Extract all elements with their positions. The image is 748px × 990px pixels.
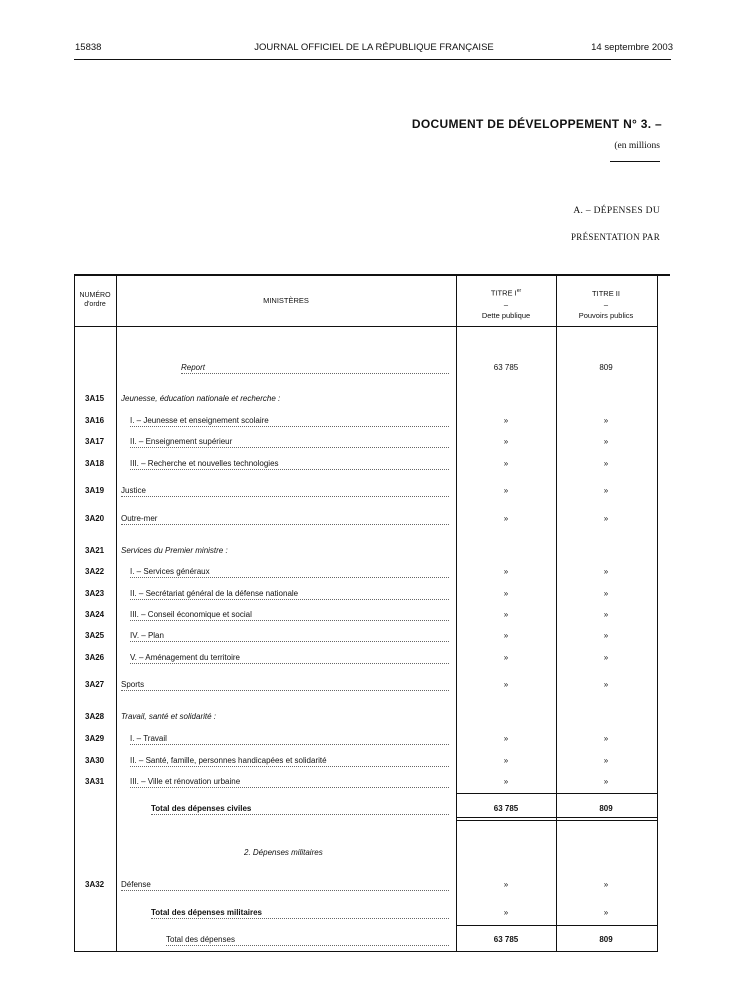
titre2-value: » (603, 416, 609, 425)
titre2-value: » (603, 486, 609, 495)
row-number: 3A25 (85, 631, 105, 640)
dot-leader (151, 814, 449, 815)
titre2-value: » (603, 908, 609, 917)
table-row (74, 680, 658, 694)
titre1-value: 63 785 (493, 804, 519, 813)
table-row (74, 804, 658, 818)
unit-rule (610, 161, 660, 162)
dot-leader (130, 641, 449, 642)
row-label: III. – Ville et rénovation urbaine (130, 777, 241, 786)
col-header-titre2-dash: – (603, 300, 609, 309)
titre1-value: 63 785 (493, 363, 519, 372)
titre1-value: » (503, 653, 509, 662)
col-header-titre1-label: TITRE I (490, 288, 517, 298)
header-rule (74, 59, 671, 60)
table-row (74, 610, 658, 624)
row-number: 3A27 (85, 680, 105, 689)
titre1-value: » (503, 734, 509, 743)
titre1-value: » (503, 567, 509, 576)
table-row (74, 653, 658, 667)
row-label: Total des dépenses (166, 935, 235, 944)
table-row (74, 880, 658, 894)
titre1-value: » (503, 756, 509, 765)
table-row (74, 394, 658, 408)
table-top-rule (74, 274, 670, 276)
col-header-titre2-sub: Pouvoirs publics (578, 311, 634, 320)
header-bottom-rule (74, 326, 658, 327)
dot-leader (130, 469, 449, 470)
dot-leader (121, 890, 449, 891)
titre1-value: » (503, 486, 509, 495)
subtotal-rule-1 (456, 793, 658, 794)
col-header-titre1-sub: Dette publique (481, 310, 531, 320)
unit-note: (en millions (614, 141, 660, 151)
row-label: III. – Recherche et nouvelles technologies (130, 459, 279, 468)
row-label: Outre-mer (121, 514, 158, 523)
dot-leader (130, 426, 449, 427)
row-label: I. – Services généraux (130, 567, 210, 576)
row-label: II. – Secrétariat général de la défense nationale (130, 589, 299, 598)
titre2-value: 809 (599, 363, 613, 372)
titre1-value: » (503, 908, 509, 917)
row-number: 3A15 (85, 394, 105, 403)
table-row (74, 416, 658, 430)
row-label: III. – Conseil économique et social (130, 610, 252, 619)
titre2-value: » (603, 734, 609, 743)
row-label: II. – Santé, famille, personnes handicapées et solidarité (130, 756, 327, 765)
table-row (74, 712, 658, 726)
row-number: 3A16 (85, 416, 105, 425)
table-row (74, 756, 658, 770)
row-label: Jeunesse, éducation nationale et recherche : (121, 394, 281, 403)
row-number: 3A18 (85, 459, 105, 468)
total-rule (456, 925, 658, 926)
row-number: 3A17 (85, 437, 105, 446)
page-number: 15838 (75, 42, 102, 53)
titre2-value: 809 (599, 804, 613, 813)
row-label: V. – Aménagement du territoire (130, 653, 240, 662)
row-number: 3A22 (85, 567, 105, 576)
dot-leader (130, 620, 449, 621)
titre2-value: » (603, 514, 609, 523)
titre2-value: » (603, 610, 609, 619)
titre2-value: » (603, 777, 609, 786)
titre2-value: » (603, 459, 609, 468)
publication-date: 14 septembre 2003 (591, 42, 673, 53)
row-label: 2. Dépenses militaires (244, 848, 323, 857)
table-row (74, 486, 658, 500)
table-row (74, 514, 658, 528)
subtotal-rule-3 (456, 820, 658, 821)
row-label: Total des dépenses militaires (151, 908, 263, 917)
titre2-value: » (603, 567, 609, 576)
row-number: 3A31 (85, 777, 105, 786)
titre2-value: » (603, 653, 609, 662)
row-number: 3A30 (85, 756, 105, 765)
col-header-ministeres: MINISTÈRES (263, 296, 309, 305)
titre1-value: 63 785 (493, 935, 519, 944)
titre2-value: » (603, 437, 609, 446)
row-label: Justice (121, 486, 146, 495)
row-number: 3A26 (85, 653, 105, 662)
table-row (74, 567, 658, 581)
dot-leader (130, 577, 449, 578)
titre2-value: » (603, 589, 609, 598)
titre2-value: 809 (599, 935, 613, 944)
row-number: 3A21 (85, 546, 105, 555)
row-number: 3A28 (85, 712, 105, 721)
row-label: Report (181, 363, 206, 372)
titre1-value: » (503, 459, 509, 468)
table-row (74, 848, 658, 862)
row-label: IV. – Plan (130, 631, 164, 640)
row-label: Sports (121, 680, 145, 689)
table-row (74, 363, 658, 377)
dot-leader (181, 373, 449, 374)
dot-leader (130, 663, 449, 664)
section-title: A. – DÉPENSES DU (573, 206, 660, 216)
row-number: 3A19 (85, 486, 105, 495)
dot-leader (121, 524, 449, 525)
titre1-value: » (503, 631, 509, 640)
row-number: 3A20 (85, 514, 105, 523)
titre2-value: » (603, 680, 609, 689)
dot-leader (130, 744, 449, 745)
dot-leader (166, 945, 449, 946)
titre1-value: » (503, 680, 509, 689)
row-label: I. – Travail (130, 734, 167, 743)
dot-leader (151, 918, 449, 919)
table-row (74, 589, 658, 603)
table-bottom-rule (74, 951, 658, 952)
row-label: I. – Jeunesse et enseignement scolaire (130, 416, 269, 425)
table-row (74, 935, 658, 949)
row-label: Total des dépenses civiles (151, 804, 252, 813)
titre2-value: » (603, 631, 609, 640)
row-label: II. – Enseignement supérieur (130, 437, 233, 446)
col-header-titre1 (456, 286, 556, 321)
document-title: DOCUMENT DE DÉVELOPPEMENT N° 3. – (411, 117, 662, 131)
dot-leader (130, 599, 449, 600)
col-header-titre1-dash: – (503, 299, 509, 309)
titre1-value: » (503, 589, 509, 598)
table-row (74, 908, 658, 922)
titre1-value: » (503, 416, 509, 425)
col-header-numero (74, 291, 116, 309)
dot-leader (130, 766, 449, 767)
presentation-title: PRÉSENTATION PAR (570, 232, 660, 242)
titre1-value: » (503, 514, 509, 523)
dot-leader (130, 447, 449, 448)
row-label: Défense (121, 880, 151, 889)
table-row (74, 437, 658, 451)
table-row (74, 734, 658, 748)
col-header-numero-sub: d'ordre (84, 301, 106, 308)
expenditure-table (74, 274, 658, 952)
row-number: 3A29 (85, 734, 105, 743)
row-number: 3A23 (85, 589, 105, 598)
titre2-value: » (603, 880, 609, 889)
col-header-numero-label: NUMÉRO (79, 292, 111, 299)
col-header-titre2 (556, 288, 656, 321)
table-row (74, 631, 658, 645)
titre2-value: » (603, 756, 609, 765)
row-label: Travail, santé et solidarité : (121, 712, 217, 721)
journal-title: JOURNAL OFFICIEL DE LA RÉPUBLIQUE FRANÇAISE (254, 42, 494, 53)
dot-leader (121, 690, 449, 691)
dot-leader (121, 496, 449, 497)
table-row (74, 546, 658, 560)
titre1-value: » (503, 610, 509, 619)
col-header-titre1-sup: er (516, 288, 522, 294)
row-label: Services du Premier ministre : (121, 546, 228, 555)
table-row (74, 459, 658, 473)
row-number: 3A24 (85, 610, 105, 619)
col-header-titre2-label: TITRE II (592, 289, 620, 298)
row-number: 3A32 (85, 880, 105, 889)
table-row (74, 777, 658, 791)
dot-leader (130, 787, 449, 788)
titre1-value: » (503, 880, 509, 889)
titre1-value: » (503, 437, 509, 446)
titre1-value: » (503, 777, 509, 786)
